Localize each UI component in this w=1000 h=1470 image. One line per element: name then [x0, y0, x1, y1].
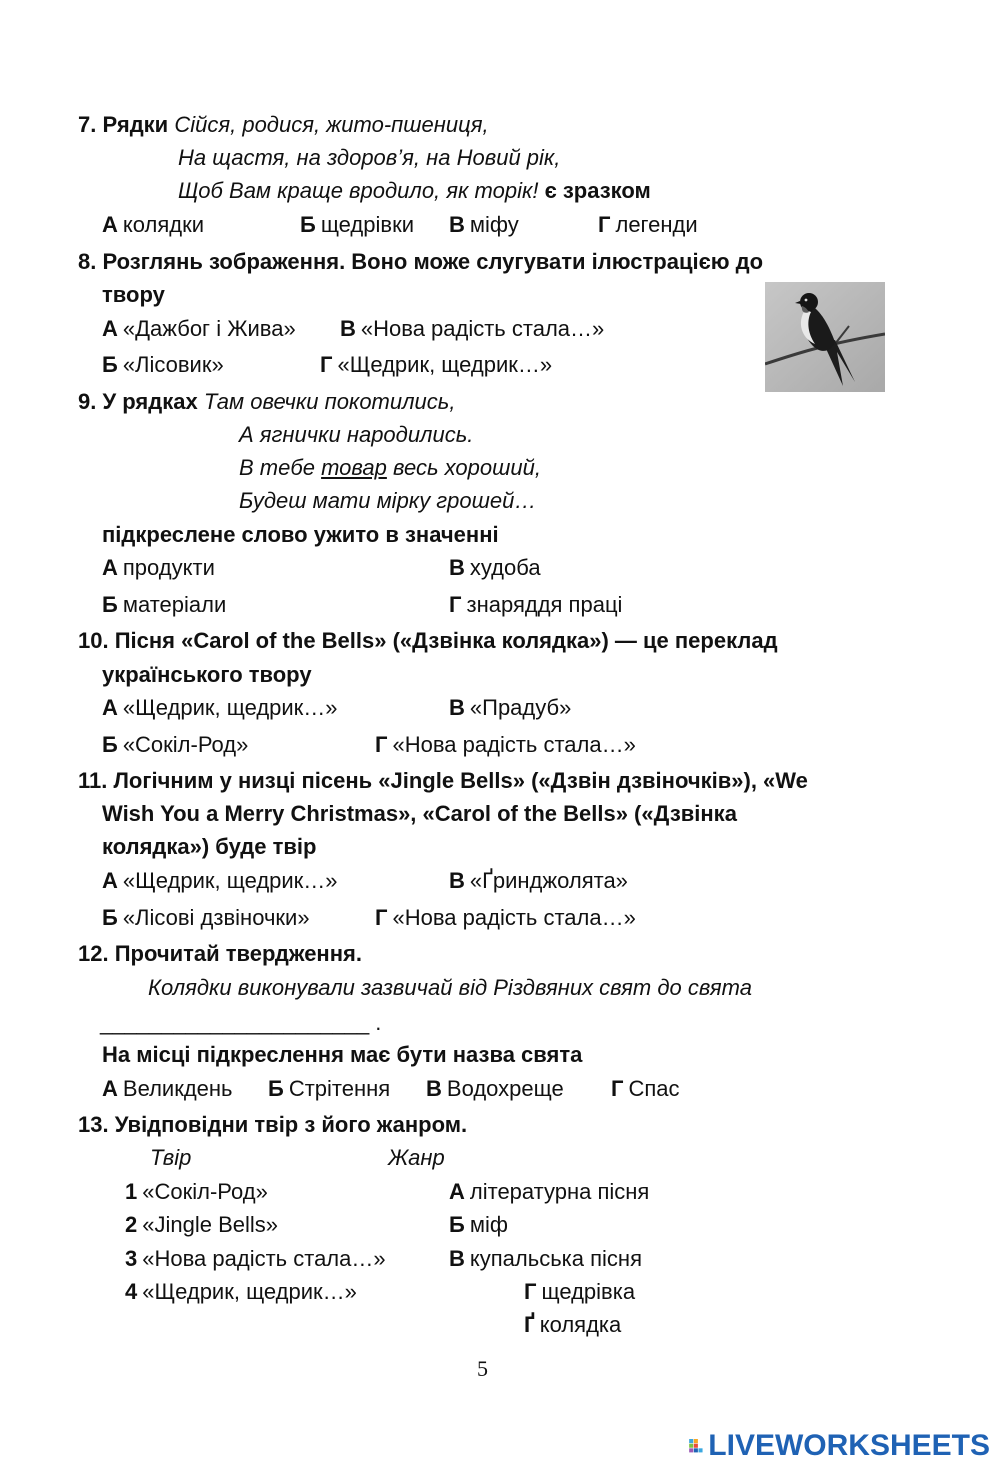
q13-col-works-header: Твір [150, 1145, 192, 1170]
liveworksheets-logo-icon [688, 1432, 704, 1460]
q9-option-g[interactable]: Г знаряддя праці [449, 592, 623, 617]
q9-verse-line-2: А ягнички народились. [239, 422, 474, 447]
q9-option-a[interactable]: А продукти [102, 555, 215, 580]
q9-verse-line-3: В тебе товар весь хороший, [239, 455, 541, 480]
q10-stem-cont: українського твору [102, 662, 312, 687]
liveworksheets-wordmark: LIVEWORKSHEETS [708, 1429, 990, 1462]
q9-verse-line-4: Будеш мати мірку грошей… [239, 488, 537, 513]
q7-verse-line-2: На щастя, на здоров’я, на Новий рік, [178, 145, 561, 170]
q13-genre-g[interactable]: Г щедрівка [524, 1279, 636, 1304]
q12-question: На місці підкреслення має бути назва свята [102, 1042, 583, 1067]
swallow-photo [765, 282, 885, 392]
q12-blank[interactable]: ______________________ . [100, 1010, 382, 1035]
underlined-word: товар [321, 455, 387, 480]
q13-work-3[interactable]: 3 «Нова радість стала…» [125, 1246, 386, 1271]
q8-option-a[interactable]: А «Дажбог і Жива» [102, 316, 296, 341]
q7-option-b[interactable]: Б щедрівки [300, 212, 414, 237]
liveworksheets-logo[interactable] [688, 1428, 990, 1464]
q9-option-v[interactable]: В худоба [449, 555, 541, 580]
q8-stem: 8. Розглянь зображення. Воно може слугувати ілюстрацією до [78, 249, 764, 274]
q11-option-a[interactable]: А «Щедрик, щедрик…» [102, 868, 338, 893]
q10-option-b[interactable]: Б «Сокіл-Род» [102, 732, 249, 757]
q13-work-2[interactable]: 2 «Jingle Bells» [125, 1212, 278, 1237]
q13-title: 13. Увідповідни твір з його жанром. [78, 1112, 468, 1137]
q10-option-a[interactable]: А «Щедрик, щедрик…» [102, 695, 338, 720]
q9-stem: 9. У рядках Там овечки покотились, [78, 389, 456, 414]
q11-stem-cont-2: колядка») буде твір [102, 834, 317, 859]
q11-option-g[interactable]: Г «Нова радість стала…» [375, 905, 636, 930]
q12-option-v[interactable]: В Водохреще [426, 1076, 564, 1101]
q11-option-v[interactable]: В «Ґринджолята» [449, 868, 628, 893]
q7-option-a[interactable]: А колядки [102, 212, 205, 237]
q13-genre-a[interactable]: А літературна пісня [449, 1179, 650, 1204]
q11-option-b[interactable]: Б «Лісові дзвіночки» [102, 905, 310, 930]
q8-option-v[interactable]: В «Нова радість стала…» [340, 316, 605, 341]
q10-option-g[interactable]: Г «Нова радість стала…» [375, 732, 636, 757]
q13-col-genres-header: Жанр [388, 1145, 445, 1170]
q7-verse-line-3: Щоб Вам краще вродило, як торік! є зразком [178, 178, 651, 203]
q10-option-v[interactable]: В «Прадуб» [449, 695, 572, 720]
q10-stem: 10. Пісня «Carol of the Bells» («Дзвінка колядка») — це переклад [78, 628, 778, 653]
q11-stem-cont-1: Wish You a Merry Christmas», «Carol of the Bells» («Дзвінка [102, 801, 737, 826]
q13-work-1[interactable]: 1 «Сокіл-Род» [125, 1179, 268, 1204]
q9-option-b[interactable]: Б матеріали [102, 592, 227, 617]
q12-statement: Колядки виконували зазвичай від Різдвяних свят до свята [148, 975, 752, 1000]
page-number: 5 [477, 1356, 488, 1381]
q7-option-v[interactable]: В міфу [449, 212, 519, 237]
q9-question: підкреслене слово ужито в значенні [102, 522, 499, 547]
q13-genre-v[interactable]: В купальська пісня [449, 1246, 642, 1271]
q12-title: 12. Прочитай твердження. [78, 941, 362, 966]
q13-genre-b[interactable]: Б міф [449, 1212, 508, 1237]
q13-genre-ge[interactable]: Ґ колядка [524, 1312, 622, 1337]
q7-stem: 7. Рядки Сійся, родися, жито-пшениця, [78, 112, 489, 137]
q8-option-b[interactable]: Б «Лісовик» [102, 352, 224, 377]
q7-option-g[interactable]: Г легенди [598, 212, 698, 237]
q12-option-b[interactable]: Б Стрітення [268, 1076, 391, 1101]
q13-work-4[interactable]: 4 «Щедрик, щедрик…» [125, 1279, 357, 1304]
q8-stem-cont: твору [102, 282, 165, 307]
q11-stem: 11. Логічним у низці пісень «Jingle Bells» («Дзвін дзвіночків»), «We [78, 768, 808, 793]
q12-option-a[interactable]: А Великдень [102, 1076, 233, 1101]
q8-option-g[interactable]: Г «Щедрик, щедрик…» [320, 352, 553, 377]
q12-option-g[interactable]: Г Спас [611, 1076, 680, 1101]
